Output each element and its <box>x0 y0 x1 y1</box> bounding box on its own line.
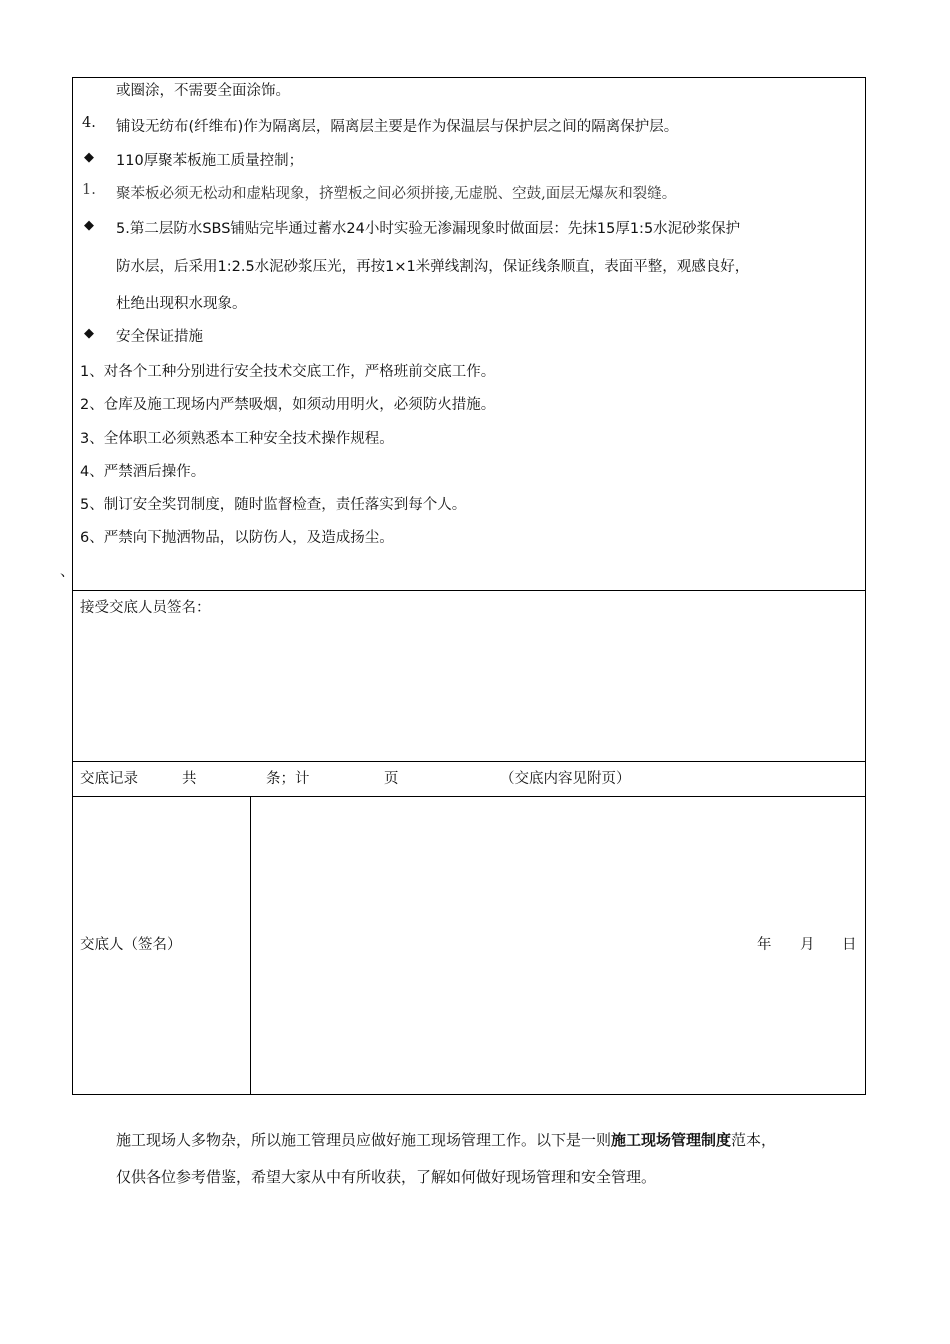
date-month: 月 <box>800 937 815 953</box>
row-divider-record <box>72 761 866 762</box>
record-note: （交底内容见附页） <box>500 771 631 787</box>
row-divider-issuer <box>72 796 866 797</box>
section-heading-eps: 110厚聚苯板施工质量控制； <box>116 153 304 169</box>
safety-item: 2、仓库及施工现场内严禁吸烟，如须动用明火，必须防火措施。 <box>80 397 496 413</box>
safety-item: 5、制订安全奖罚制度，随时监督检查，责任落实到每个人。 <box>80 497 467 513</box>
safety-item: 6、严禁向下抛洒物品，以防伤人，及造成扬尘。 <box>80 530 394 546</box>
footer-line-2: 仅供各位参考借鉴，希望大家从中有所收获，了解如何做好现场管理和安全管理。 <box>116 1168 657 1186</box>
record-count-tiao: 条；计 <box>266 771 310 787</box>
diamond-bullet-icon: ◆ <box>84 218 94 233</box>
row-divider-receiver <box>72 590 866 591</box>
date-day: 日 <box>842 937 857 953</box>
footer-paragraph <box>116 1122 858 1196</box>
section-heading-safety: 安全保证措施 <box>116 329 203 345</box>
content-line-5b: 防水层，后采用1:2.5水泥砂浆压光，再按1×1米弹线割沟，保证线条顺直，表面平整，观感良好， <box>116 259 750 275</box>
date-year: 年 <box>757 937 772 953</box>
content-line-5c: 杜绝出现积水现象。 <box>116 296 247 312</box>
receiver-signature-label: 接受交底人员签名： <box>80 600 211 616</box>
content-line-1: 或圈涂，不需要全面涂饰。 <box>116 83 290 99</box>
content-line-2: 铺设无纺布(纤维布)作为隔离层，隔离层主要是作为保温层与保护层之间的隔离保护层。 <box>116 119 679 135</box>
issuer-signature-label: 交底人（签名） <box>80 937 182 953</box>
record-count-gong: 共 <box>182 771 197 787</box>
diamond-bullet-icon: ◆ <box>84 326 94 341</box>
item-number-1: 1. <box>82 182 96 198</box>
content-line-4: 聚苯板必须无松动和虚粘现象，挤塑板之间必须拼接,无虚脱、空鼓,面层无爆灰和裂缝。 <box>116 186 677 202</box>
content-line-5a: 5.第二层防水SBS铺贴完毕通过蓄水24小时实验无渗漏现象时做面层：先抹15厚1:5水泥砂浆保护 <box>116 221 741 237</box>
safety-item: 3、全体职工必须熟悉本工种安全技术操作规程。 <box>80 431 394 447</box>
stray-mark: 、 <box>60 564 75 580</box>
footer-bold-term: 施工现场管理制度 <box>611 1131 732 1149</box>
item-number-4: 4. <box>82 115 96 131</box>
safety-item: 4、严禁酒后操作。 <box>80 464 206 480</box>
record-count-ye: 页 <box>384 771 399 787</box>
footer-line-1: 施工现场人多物杂，所以施工管理员应做好施工现场管理工作。以下是一则施工现场管理制度范本， <box>116 1131 777 1149</box>
record-label: 交底记录 <box>80 771 138 787</box>
issuer-column-divider <box>250 796 251 1094</box>
diamond-bullet-icon: ◆ <box>84 150 94 165</box>
safety-item: 1、对各个工种分别进行安全技术交底工作，严格班前交底工作。 <box>80 364 496 380</box>
